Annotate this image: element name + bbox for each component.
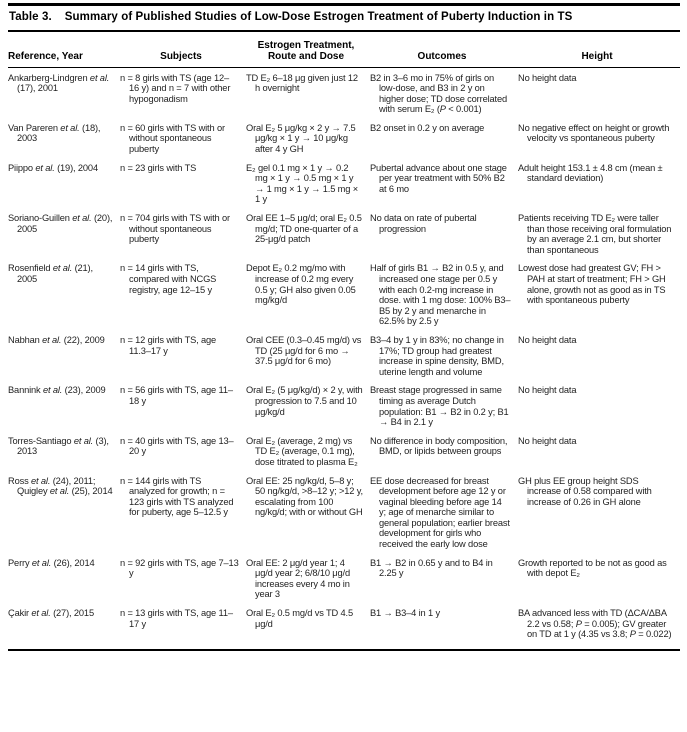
cell-reference: Piippo et al. (19), 2004 [8,162,98,173]
cell-subjects: n = 704 girls with TS with or without spontaneous puberty [120,213,230,245]
table-label: Table 3. [9,10,52,23]
study-row-ross-quigley [8,476,680,558]
cell-height: No height data [518,435,577,446]
cell-subjects: n = 23 girls with TS [120,162,197,173]
cell-treatment: E₂ gel 0.1 mg × 1 y → 0.2 mg × 1 y → 0.5 mg × 1 y → 1 mg × 1 y → 1.5 mg × 1 y [246,162,358,205]
cell-reference: Ross et al. (24), 2011; Quigley et al. (25), 2014 [8,475,113,497]
cell-subjects: n = 56 girls with TS, age 11–18 y [120,385,233,406]
cell-subjects: n = 40 girls with TS, age 13–20 y [120,435,234,457]
cell-subjects: n = 12 girls with TS, age 11.3–17 y [120,334,217,356]
study-row-nabhan [8,335,680,385]
column-header-reference-year: Reference, Year [8,32,120,68]
cell-subjects: n = 8 girls with TS (age 12–16 y) and n = 7 with other hypogonadism [120,72,231,104]
cell-outcomes: B2 onset in 0.2 y on average [370,122,485,133]
cell-outcomes: Breast stage progressed in same timing as average Dutch population: B1 → B2 in 0.2 y; B1 → B4 in 2.1 y [370,385,509,428]
cell-subjects: n = 13 girls with TS, age 11–17 y [120,608,233,629]
study-row-piippo [8,163,680,213]
study-row-van-pareren [8,123,680,163]
study-row-cakir [8,608,680,649]
cell-treatment: Oral E₂ 0.5 mg/d vs TD 4.5 μg/d [246,608,354,629]
cell-outcomes: B1 → B3–4 in 1 y [370,608,440,619]
cell-treatment: TD E₂ 6–18 μg given just 12 h overnight [246,72,358,94]
cell-height: Adult height 153.1 ± 4.8 cm (mean ± standard deviation) [518,162,663,184]
cell-height: No height data [518,72,577,83]
cell-reference: Torres-Santiago et al. (3), 2013 [8,435,109,457]
cell-outcomes: EE dose decreased for breast development before age 12 y or vaginal bleeding before age 14 y; age of menarche similar to general population; earlier breast development for girls who received the early low dose [370,475,510,550]
cell-height: GH plus EE group height SDS increase of 0.58 compared with increase of 0.26 in GH alone [518,475,652,507]
cell-height: No negative effect on height or growth velocity vs spontaneous puberty [518,122,670,144]
cell-treatment: Oral E₂ 5 μg/kg × 2 y → 7.5 μg/kg × 1 y → 10 μg/kg after 4 y GH [246,122,356,155]
cell-height: Patients receiving TD E₂ were taller than those receiving oral formulation by an average 2.1 cm, but shorter than spontaneous [518,213,672,255]
cell-height: No height data [518,334,577,345]
cell-outcomes: Pubertal advance about one stage per year treatment with 50% B2 at 6 mo [370,162,507,194]
column-header-height: Height [518,32,680,68]
study-row-bannink [8,385,680,435]
cell-height: No height data [518,385,577,396]
cell-reference: Ankarberg-Lindgren et al. (17), 2001 [8,72,110,94]
cell-treatment: Oral CEE (0.3–0.45 mg/d) vs TD (25 μg/d for 6 mo → 37.5 μg/d for 6 mo) [246,334,362,367]
cell-treatment: Oral EE 1–5 μg/d; oral E₂ 0.5 mg/d; TD one-quarter of a 25-μg/d patch [246,213,362,245]
cell-treatment: Oral E₂ (5 μg/kg/d) × 2 y, with progression to 7.5 and 10 μg/kg/d [246,385,363,417]
column-header-estrogen-treatment: Estrogen Treatment, Route and Dose [246,32,370,68]
cell-reference: Rosenfield et al. (21), 2005 [8,263,93,284]
column-header-outcomes: Outcomes [370,32,518,68]
column-header-subjects: Subjects [120,32,246,68]
cell-height: Growth reported to be not as good as with depot E₂ [518,557,667,579]
studies-table [8,32,680,649]
table-header-row [8,32,680,68]
bottom-rule [8,649,680,651]
cell-height: BA advanced less with TD (ΔCA/ΔBA 2.2 vs 0.58; P = 0.005); GV greater on TD at 1 y (4.35 vs 3.8; P = 0.022) [518,608,672,640]
cell-subjects: n = 92 girls with TS, age 7–13 y [120,557,239,579]
cell-outcomes: B2 in 3–6 mo in 75% of girls on low-dose, and B3 in 2 y on higher dose; TD dose correlated with serum E₂ (P < 0.001) [370,72,507,115]
cell-subjects: n = 144 girls with TS analyzed for growth; n = 123 girls with TS analyzed for puberty, age 5–12.5 y [120,475,234,518]
cell-outcomes: B3–4 by 1 y in 83%; no change in 17%; TD group had greatest increase in spine density, BMD, uterine length and volume [370,334,504,377]
cell-treatment: Depot E₂ 0.2 mg/mo with increase of 0.2 mg every 0.5 y; GH also given 0.05 mg/kg/d [246,263,356,306]
study-row-soriano-guillen [8,213,680,263]
cell-height: Lowest dose had greatest GV; FH > PAH at start of treatment; FH > GH alone, growth not as good as in TS with spontaneous puberty [518,263,666,306]
cell-treatment: Oral EE: 2 μg/d year 1; 4 μg/d year 2; 6/8/10 μg/d increases every 4 mo in year 3 [246,557,350,600]
table-caption [8,6,680,30]
study-row-ankarberg-lindgren [8,67,680,123]
cell-outcomes: B1 → B2 in 0.65 y and to B4 in 2.25 y [370,557,493,579]
cell-treatment: Oral EE: 25 ng/kg/d, 5–8 y; 50 ng/kg/d, >8–12 y; >12 y, escalating from 100 ng/kg/d; with or without GH [246,475,363,518]
table-title: Summary of Published Studies of Low-Dose Estrogen Treatment of Puberty Induction in TS [64,10,573,23]
cell-reference: Çakir et al. (27), 2015 [8,608,94,619]
study-row-torres-santiago [8,436,680,476]
cell-reference: Bannink et al. (23), 2009 [8,385,106,396]
cell-reference: Nabhan et al. (22), 2009 [8,334,105,345]
cell-subjects: n = 14 girls with TS, compared with NCGS registry, age 12–15 y [120,263,217,295]
cell-outcomes: No data on rate of pubertal progression [370,213,477,234]
cell-outcomes: Half of girls B1 → B2 in 0.5 y, and increased one stage per 0.5 y with each 0.2-mg increase in dose. with 1 mg dose: 100% B3–B5 by 2 y and menarche in 62.5% by 2.5 y [370,263,511,327]
cell-treatment: Oral E₂ (average, 2 mg) vs TD E₂ (average, 0.1 mg), dose titrated to plasma E₂ [246,435,358,467]
study-row-perry [8,558,680,608]
study-row-rosenfield [8,263,680,335]
cell-outcomes: No difference in body composition, BMD, or lipids between groups [370,435,508,457]
cell-subjects: n = 60 girls with TS with or without spontaneous puberty [120,122,225,155]
cell-reference: Van Pareren et al. (18), 2003 [8,122,101,144]
cell-reference: Soriano-Guillen et al. (20), 2005 [8,213,113,234]
cell-reference: Perry et al. (26), 2014 [8,557,95,568]
